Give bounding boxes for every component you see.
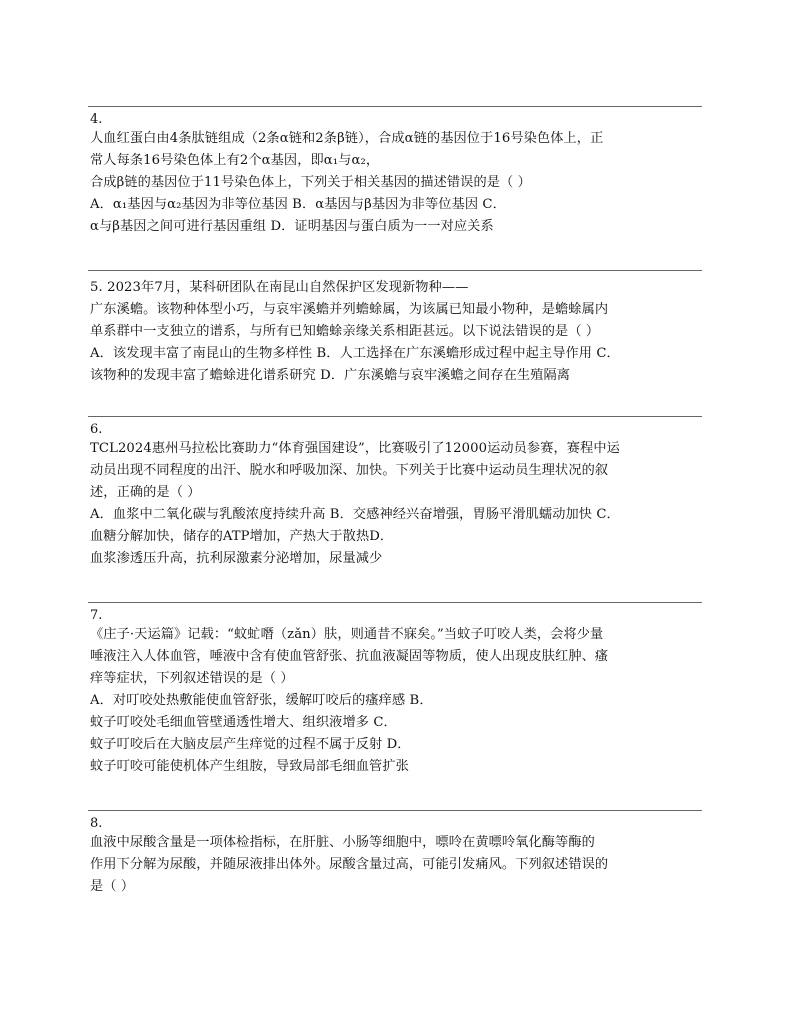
question-number: 6. xyxy=(90,422,103,437)
question-number: 8. xyxy=(90,816,103,831)
answer-options-line: α与β基因之间可进行基因重组 D．证明基因与蛋白质为一一对应关系 xyxy=(90,219,494,234)
answer-options-line: A．该发现丰富了南昆山的生物多样性 B．人工选择在广东溪蟾形成过程中起主导作用 C． xyxy=(90,346,620,361)
answer-options-line: 血浆渗透压升高，抗利尿激素分泌增加，尿量减少 xyxy=(90,551,383,566)
separator-rule xyxy=(88,416,702,417)
question-7 xyxy=(90,602,702,778)
question-text-line: 述，正确的是（ ） xyxy=(90,485,201,500)
answer-options-line: 蚊子叮咬可能使机体产生组胺，导致局部毛细血管扩张 xyxy=(90,759,409,774)
question-text-line: 作用下分解为尿酸，并随尿液排出体外。尿酸含量过高，可能引发痛风。下列叙述错误的 xyxy=(90,857,609,872)
question-number: 4. xyxy=(90,112,103,127)
question-text-line: 常人每条16号染色体上有2个α基因，即α₁与α₂， xyxy=(90,153,380,168)
question-6 xyxy=(90,416,702,570)
separator-rule xyxy=(88,602,702,603)
answer-options-line: 该物种的发现丰富了蟾蜍进化谱系研究 D．广东溪蟾与哀牢溪蟾之间存在生殖隔离 xyxy=(90,368,571,383)
question-number: 7. xyxy=(90,608,103,623)
answer-options-line: A．α₁基因与α₂基因为非等位基因 B．α基因与β基因为非等位基因 C． xyxy=(90,197,506,212)
question-text-line: 是（ ） xyxy=(90,879,135,894)
question-text-line: 动员出现不同程度的出汗、脱水和呼吸加深、加快。下列关于比赛中运动员生理状况的叙 xyxy=(90,463,609,478)
question-4 xyxy=(90,106,702,238)
answer-options-line: 蚊子叮咬后在大脑皮层产生痒觉的过程不属于反射 D． xyxy=(90,737,411,752)
question-text-line: 唾液注入人体血管，唾液中含有使血管舒张、抗血液凝固等物质，使人出现皮肤红肿、瘙 xyxy=(90,649,609,664)
answer-options-line: 蚊子叮咬处毛细血管壁通透性增大、组织液增多 C． xyxy=(90,715,397,730)
question-text-line: 血液中尿酸含量是一项体检指标，在肝脏、小肠等细胞中，嘌呤在黄嘌呤氧化酶等酶的 xyxy=(90,835,595,850)
separator-rule xyxy=(88,106,702,107)
question-5 xyxy=(90,270,702,387)
question-text-line: 5. 2023年7月，某科研团队在南昆山自然保护区发现新物种—— xyxy=(90,280,469,295)
separator-rule xyxy=(88,270,702,271)
answer-options-line: 血糖分解加快，储存的ATP增加，产热大于散热D． xyxy=(90,529,394,544)
question-text-line: 单系群中一支独立的谱系，与所有已知蟾蜍亲缘关系相距甚远。以下说法错误的是（ ） xyxy=(90,324,600,339)
answer-options-line: A．对叮咬处热敷能使血管舒张，缓解叮咬后的瘙痒感 B． xyxy=(90,693,433,708)
question-8 xyxy=(90,810,702,898)
question-text-line: TCL2024惠州马拉松比赛助力“体育强国建设”，比赛吸引了12000运动员参赛，赛程中运 xyxy=(90,441,620,456)
question-text-line: 《庄子·天运篇》记载：“蚊虻噆（zǎn）肤，则通昔不寐矣。”当蚊子叮咬人类，会将少量 xyxy=(90,627,604,642)
separator-rule xyxy=(88,810,702,811)
question-text-line: 痒等症状，下列叙述错误的是（ ） xyxy=(90,671,294,686)
question-text-line: 合成β链的基因位于11号染色体上，下列关于相关基因的描述错误的是（ ） xyxy=(90,175,531,190)
answer-options-line: A．血浆中二氧化碳与乳酸浓度持续升高 B．交感神经兴奋增强，胃肠平滑肌蠕动加快 C． xyxy=(90,507,620,522)
question-text-line: 人血红蛋白由4条肽链组成（2条α链和2条β链），合成α链的基因位于16号染色体上，正 xyxy=(90,131,604,146)
question-text-line: 广东溪蟾。该物种体型小巧，与哀牢溪蟾并列蟾蜍属，为该属已知最小物种，是蟾蜍属内 xyxy=(90,302,609,317)
